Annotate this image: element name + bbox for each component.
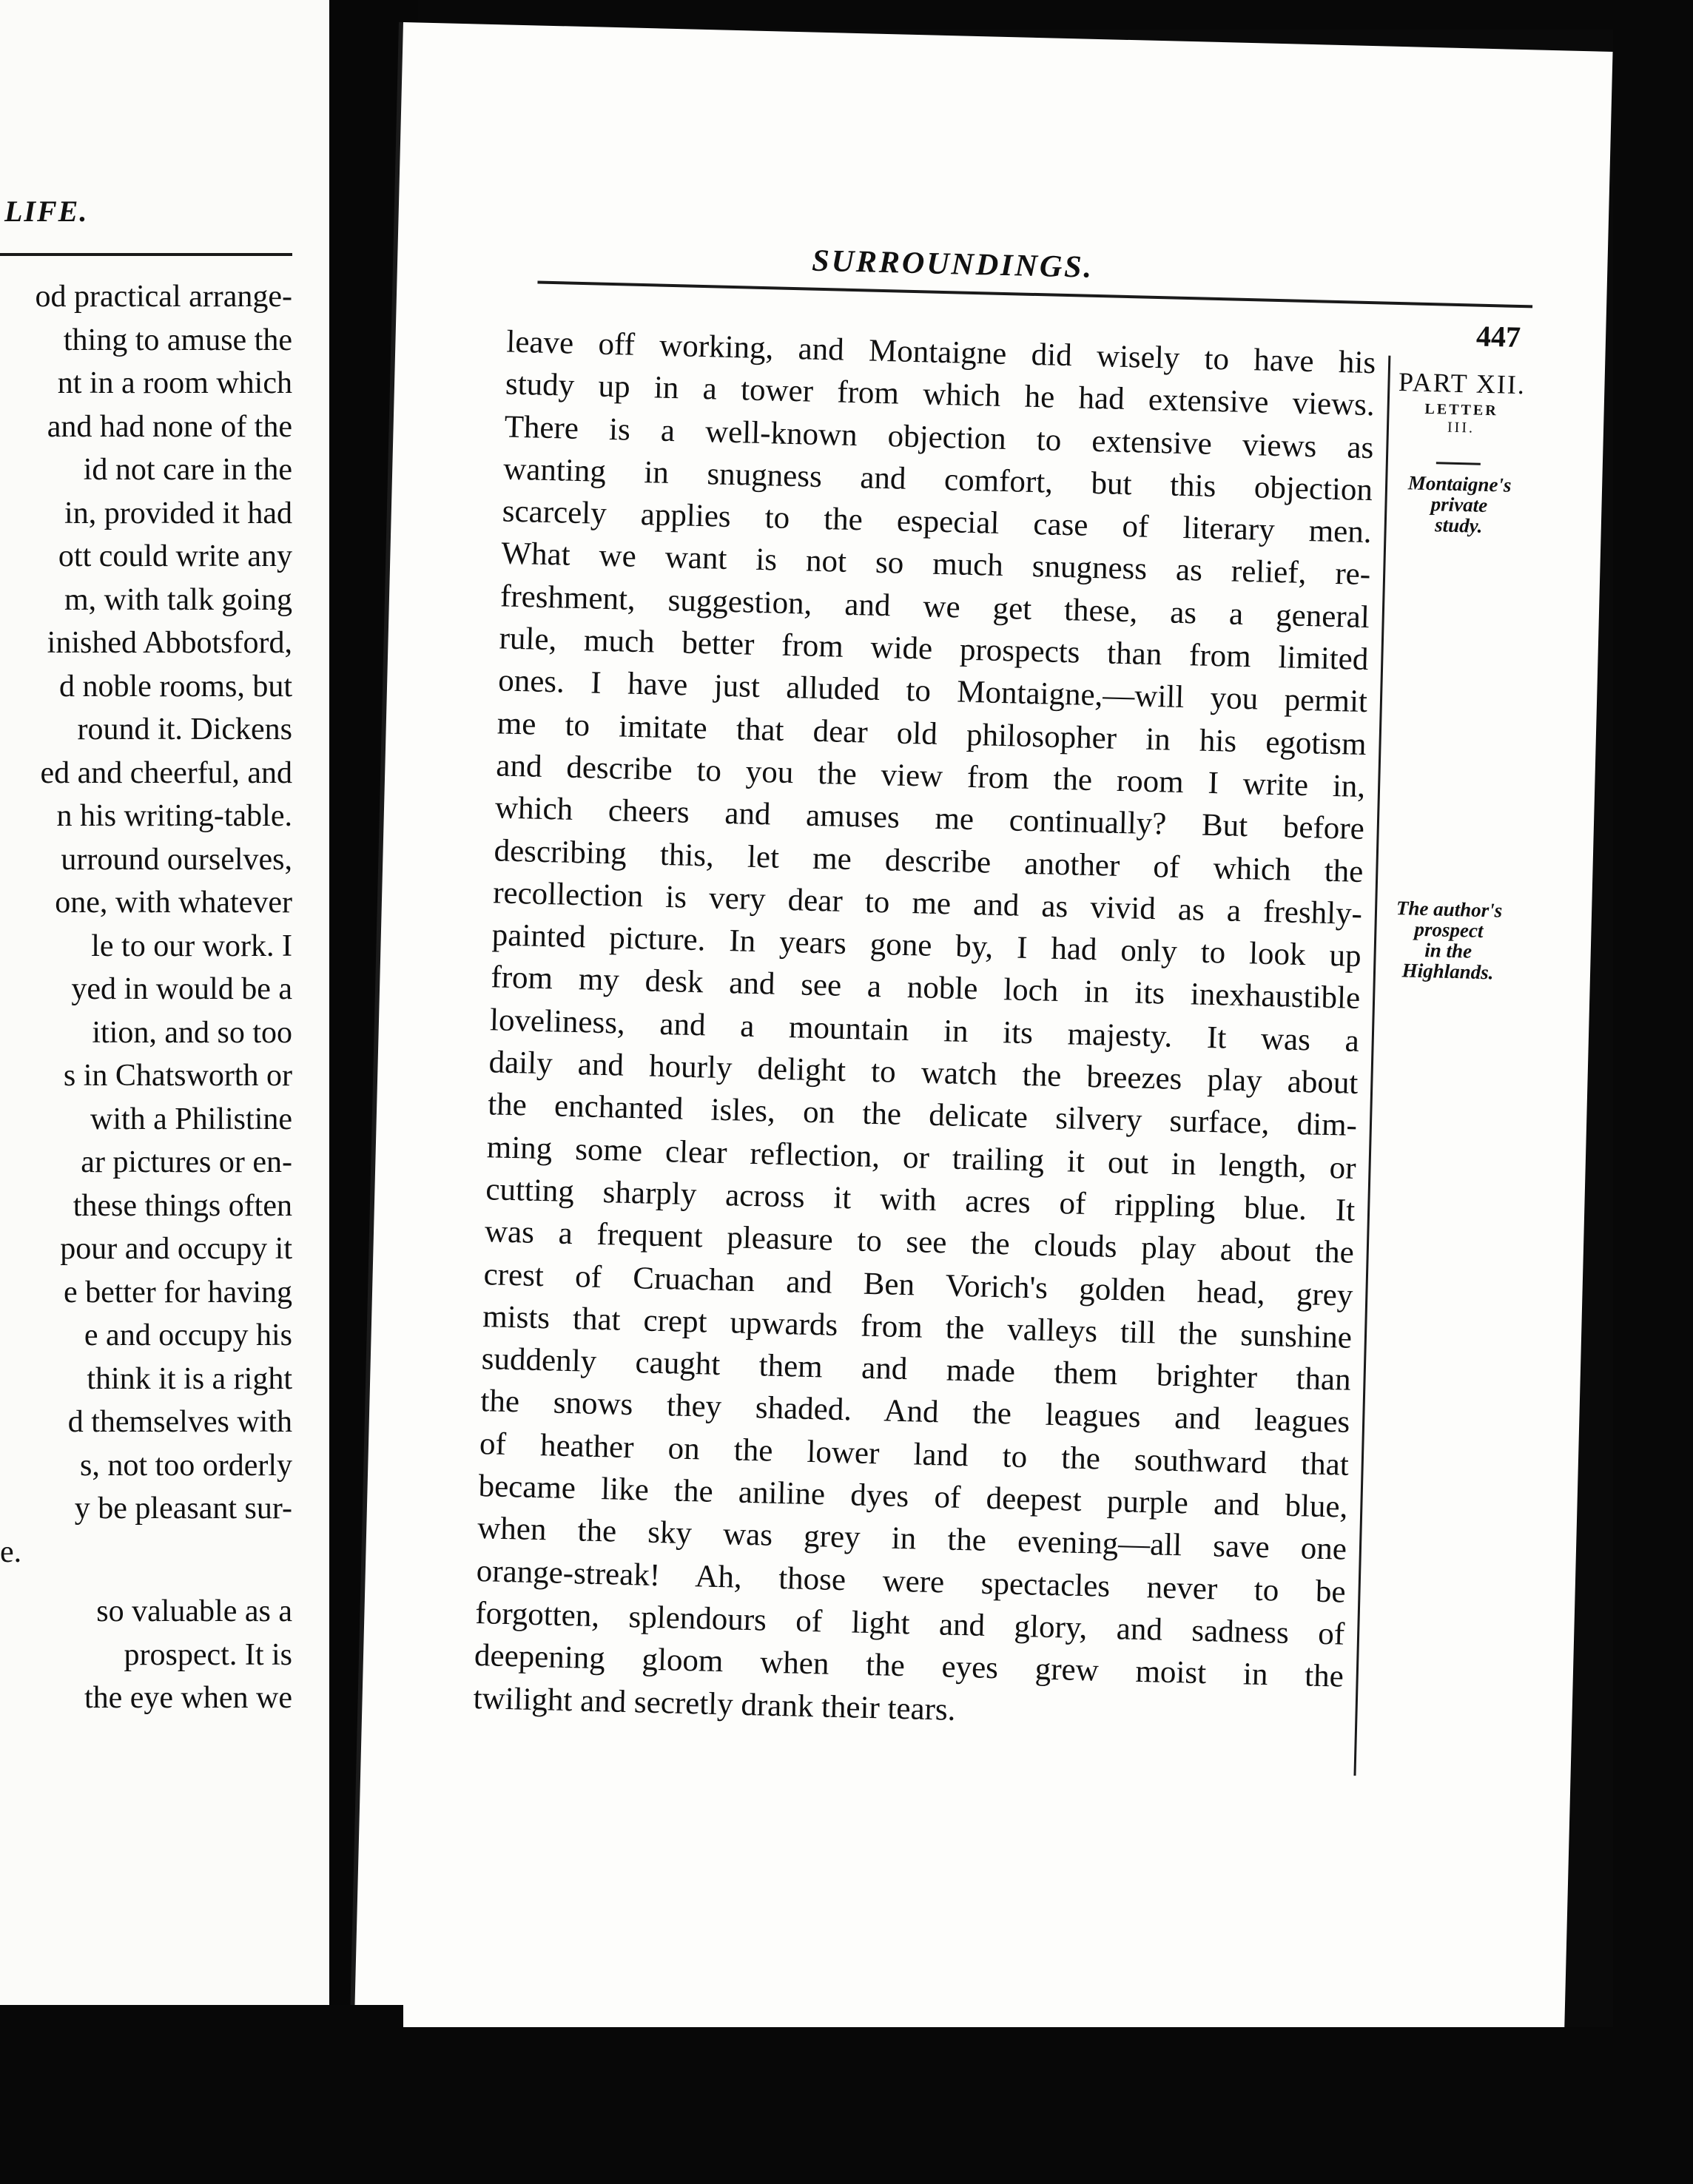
text-line: ar pictures or en- — [81, 1145, 292, 1179]
scan-border-right — [1613, 0, 1693, 2184]
text-line: s in Chatsworth or — [63, 1059, 292, 1093]
text-line: loveliness, and a mountain in its majesty. It was a — [489, 1002, 1360, 1059]
sidenote-line: The author's — [1396, 897, 1503, 922]
text-line: mists that crept upwards from the valleys till the sunshine — [482, 1298, 1353, 1355]
text-line: cutting sharply across it with acres of rippling blue. It — [485, 1172, 1356, 1228]
text-line: the eye when we — [84, 1681, 292, 1715]
text-line: e. — [0, 1534, 22, 1569]
sidenote-line: Montaigne's — [1407, 471, 1512, 496]
margin-dash — [1436, 462, 1481, 465]
text-line: me to imitate that dear old philosopher in his egotism — [497, 706, 1367, 762]
margin-part: PART XII. — [1398, 367, 1527, 400]
text-line: these things often — [73, 1188, 292, 1223]
text-line: ott could write any — [58, 539, 292, 573]
text-line: forgotten, splendours of light and glory, and sadness of — [474, 1595, 1345, 1652]
text-line: orange-streak! Ah, those were spectacles never to be — [476, 1553, 1347, 1610]
left-page-text — [0, 275, 292, 1720]
text-line: recollection is very dear to me and as vivid as a freshly- — [492, 875, 1363, 931]
text-line: ming some clear reflection, or trailing it out in length, or — [486, 1129, 1357, 1186]
text-line: prospect. It is — [124, 1637, 292, 1672]
left-running-head: LIFE. — [4, 195, 89, 228]
text-line: ones. I have just alluded to Montaigne,—will you permit — [497, 663, 1368, 720]
text-line: What we want is not so much snugness as relief, re- — [500, 536, 1371, 593]
body-text — [473, 321, 1376, 1741]
text-line: n his writing-table. — [56, 799, 292, 833]
scan-border-bottom-left — [0, 2005, 403, 2184]
sidenote-line: Highlands. — [1401, 959, 1494, 984]
sidenote-montaigne-study — [1386, 472, 1532, 538]
text-line: so valuable as a — [96, 1594, 292, 1628]
text-line: urround ourselves, — [61, 842, 292, 877]
left-head-rule — [0, 253, 292, 256]
text-line: the snows they shaded. And the leagues and leagues — [479, 1383, 1350, 1440]
right-page — [354, 22, 1613, 2082]
sidenote-author-prospect — [1376, 897, 1522, 984]
scan-border-bottom — [403, 2027, 1693, 2184]
text-line: leave off working, and Montaigne did wisely to have his — [505, 324, 1376, 381]
text-line: and describe to you the view from the room I write in, — [495, 748, 1366, 805]
text-line: painted picture. In years gone by, I had only to look up — [491, 917, 1362, 974]
text-line: suddenly caught them and made them brighter than — [481, 1341, 1352, 1398]
head-rule — [537, 281, 1532, 309]
text-line: s, not too orderly — [80, 1448, 292, 1483]
text-line: wanting in snugness and comfort, but this objection — [502, 451, 1373, 508]
text-line: one, with whatever — [55, 886, 292, 920]
text-line: nt in a room which — [57, 366, 292, 400]
sidenote-line: private — [1430, 493, 1488, 516]
left-page — [0, 0, 331, 2005]
text-line: d noble rooms, but — [59, 669, 292, 704]
text-line: freshment, suggestion, and we get these, as a general — [499, 579, 1370, 635]
text-line: pour and occupy it — [60, 1232, 292, 1266]
text-line: the enchanted isles, on the delicate silvery surface, dim- — [487, 1087, 1358, 1144]
margin-letter: LETTER — [1424, 400, 1498, 419]
text-line: ition, and so too — [92, 1015, 292, 1050]
text-line: e better for having — [63, 1275, 292, 1310]
text-line: of heather on the lower land to the southward that — [479, 1426, 1350, 1483]
text-line: id not care in the — [83, 453, 292, 487]
text-line: round it. Dickens — [77, 712, 292, 746]
text-line: m, with talk going — [64, 582, 292, 617]
text-line: which cheers and amuses me continually? But before — [494, 790, 1365, 847]
text-line: describing this, let me describe another of which the — [494, 832, 1364, 889]
text-line: twilight and secretly drank their tears. — [473, 1680, 957, 1728]
text-line: y be pleasant sur- — [74, 1492, 292, 1526]
text-line: le to our work. I — [91, 928, 292, 963]
text-line: think it is a right — [87, 1361, 292, 1396]
text-line: d themselves with — [67, 1405, 292, 1439]
text-line: was a frequent pleasure to see the clouds play about the — [484, 1214, 1355, 1271]
text-line: became like the aniline dyes of deepest purple and blue, — [478, 1469, 1348, 1525]
text-line: inished Abbotsford, — [47, 626, 292, 660]
margin-letter-number: III. — [1447, 419, 1475, 437]
sidenote-line: study. — [1434, 513, 1483, 537]
page-number: 447 — [1475, 319, 1521, 354]
text-line: from my desk and see a noble loch in its inexhaustible — [490, 960, 1361, 1017]
text-line: and had none of the — [47, 409, 292, 444]
text-line: daily and hourly delight to watch the breezes play about — [488, 1045, 1359, 1101]
text-line: crest of Cruachan and Ben Vorich's golden head, grey — [483, 1256, 1353, 1313]
text-line: ed and cheerful, and — [40, 755, 292, 790]
text-line: study up in a tower from which he had extensive views. — [505, 366, 1376, 423]
text-line: deepening gloom when the eyes grew moist in the — [474, 1638, 1344, 1694]
text-line: when the sky was grey in the evening—all save one — [477, 1511, 1347, 1568]
text-line: in, provided it had — [64, 496, 292, 530]
text-line: rule, much better from wide prospects than from limited — [499, 621, 1369, 678]
text-line: with a Philistine — [90, 1102, 292, 1136]
text-line: e and occupy his — [84, 1318, 292, 1352]
scan-border-top — [418, 0, 1639, 30]
sidenote-line: prospect — [1414, 917, 1484, 943]
text-line: od practical arrange- — [35, 280, 292, 314]
running-head: SURROUNDINGS. — [811, 243, 1094, 285]
text-line: yed in would be a — [71, 972, 292, 1006]
text-line: thing to amuse the — [63, 323, 292, 357]
text-line: scarcely applies to the especial case of literary men. — [502, 493, 1373, 550]
text-line: There is a well-known objection to extensive views as — [504, 409, 1374, 465]
sidenote-line: in the — [1424, 939, 1472, 963]
